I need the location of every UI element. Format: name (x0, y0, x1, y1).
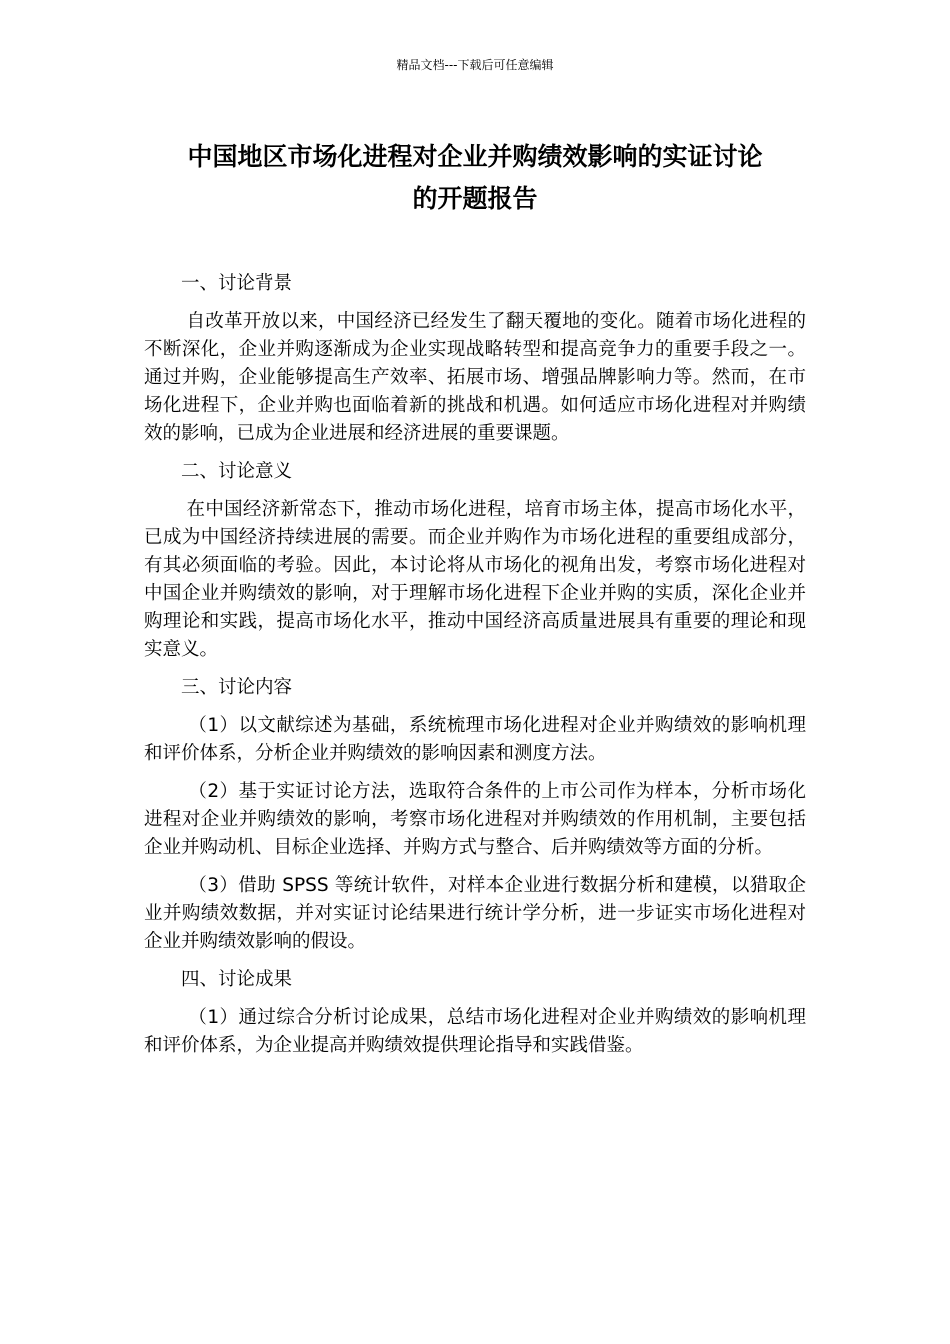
results-item-1: （1）通过综合分析讨论成果，总结市场化进程对企业并购绩效的影响机理和评价体系，为企业提高并购绩效提供理论指导和实践借鉴。 (144, 1007, 806, 1056)
section-heading-results: 四、讨论成果 (181, 969, 293, 990)
content-item-1: （1）以文献综述为基础，系统梳理市场化进程对企业并购绩效的影响机理和评价体系，分析企业并购绩效的影响因素和测度方法。 (144, 715, 806, 764)
content-item-3: （3）借助 SPSS 等统计软件，对样本企业进行数据分析和建模，以猎取企业并购绩效数据，并对实证讨论结果进行统计学分析，进一步证实市场化进程对企业并购绩效影响的假设。 (144, 875, 806, 952)
title-line-1: 中国地区市场化进程对企业并购绩效影响的实证讨论 (187, 142, 763, 171)
document-body (144, 270, 806, 1070)
title-line-2: 的开题报告 (412, 184, 538, 213)
header-note: 精品文档---下载后可任意编辑 (396, 58, 554, 72)
paragraph-significance: 在中国经济新常态下，推动市场化进程，培育市场主体，提高市场化水平，已成为中国经济持续进展的需要。而企业并购作为市场化进程的重要组成部分，有其必须面临的考验。因此，本讨论将从市场化的视角出发，考察市场化进程对中国企业并购绩效的影响，对于理解市场化进程下企业并购的实质，深化企业并购理论和实践，提高市场化水平，推动中国经济高质量进展具有重要的理论和现实意义。 (144, 499, 806, 660)
content-item-2: （2）基于实证讨论方法，选取符合条件的上市公司作为样本，分析市场化进程对企业并购绩效的影响，考察市场化进程对并购绩效的作用机制，主要包括企业并购动机、目标企业选择、并购方式与整合、后并购绩效等方面的分析。 (144, 781, 806, 858)
section-heading-content: 三、讨论内容 (181, 677, 293, 698)
section-heading-background: 一、讨论背景 (181, 273, 293, 294)
section-heading-significance: 二、讨论意义 (181, 461, 293, 482)
document-title (130, 136, 820, 220)
paragraph-background: 自改革开放以来，中国经济已经发生了翻天覆地的变化。随着市场化进程的不断深化，企业并购逐渐成为企业实现战略转型和提高竞争力的重要手段之一。通过并购，企业能够提高生产效率、拓展市场、增强品牌影响力等。然而，在市场化进程下，企业并购也面临着新的挑战和机遇。如何适应市场化进程对并购绩效的影响，已成为企业进展和经济进展的重要课题。 (144, 311, 806, 444)
